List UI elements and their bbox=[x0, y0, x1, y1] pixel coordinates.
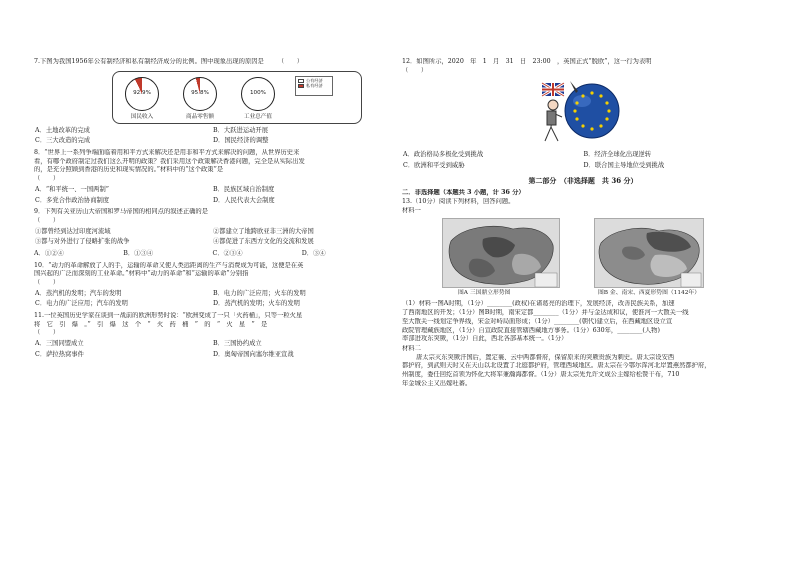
brexit-illustration bbox=[402, 77, 764, 147]
eu-flag-ball-icon bbox=[565, 81, 619, 138]
q9-options bbox=[34, 250, 391, 259]
q12-options bbox=[402, 151, 764, 170]
material-2-label: 材料二 bbox=[402, 344, 421, 352]
q10-option-d[interactable]: D．蒸汽机的发明；火车的发明 bbox=[213, 300, 300, 308]
q13-1-line-3: 至大散关一线划定争界线，宋金对峙局面形成；（1分）________(朝代)建立后，在西藏地区设立宣 bbox=[402, 317, 673, 325]
q11-answer-paren[interactable]: （ ） bbox=[34, 329, 60, 337]
q9-item-4: ④都促进了东西方文化的交流和发展 bbox=[213, 238, 314, 246]
left-column bbox=[34, 58, 391, 363]
map-a-caption: 图A 三国鼎立形势图 bbox=[458, 290, 511, 297]
q7-answer-paren[interactable]: （ ） bbox=[277, 58, 304, 65]
q10-option-b[interactable]: B．电力的广泛应用；火车的发明 bbox=[213, 289, 306, 297]
maps-row bbox=[402, 218, 764, 298]
pie-caption-3: 工业总产值 bbox=[244, 113, 272, 120]
q12-option-c[interactable]: C．欧洲和平受到威胁 bbox=[403, 162, 465, 170]
q11-option-a[interactable]: A．三国同盟成立 bbox=[35, 340, 84, 348]
q8-option-b[interactable]: B．民族区域自治制度 bbox=[213, 185, 275, 193]
q13-1-line-5: 率部进攻东突厥，（1分）自此，西北各部基本统一。（1分） bbox=[402, 335, 568, 343]
q9-answer-paren[interactable]: （ ） bbox=[34, 216, 60, 224]
q12-stem: 12．如图所示，2020 年 1 月 31 日 23:00 ，英国正式“脱欧”，这一行为表明 bbox=[402, 58, 652, 65]
man-figure-icon bbox=[545, 100, 562, 141]
q12-option-d[interactable]: D．联合国主导地位受到挑战 bbox=[583, 162, 665, 170]
material-1-label: 材料一 bbox=[402, 206, 421, 214]
q9-items bbox=[34, 228, 391, 247]
q13-1-line-4: 政院管理藏族地区，（1分）自宣政院直接管辖西藏地方事务。（1分）630年，________(人物) bbox=[402, 326, 660, 334]
q11-option-d[interactable]: D．奥匈帝国向塞尔维亚宣战 bbox=[213, 350, 294, 358]
legend-swatch-private bbox=[298, 84, 304, 88]
question-10 bbox=[34, 262, 391, 309]
right-column bbox=[402, 58, 764, 389]
pie-caption-2: 商品零售额 bbox=[186, 113, 214, 120]
question-11 bbox=[34, 312, 391, 359]
q10-answer-paren[interactable]: （ ） bbox=[34, 279, 60, 286]
q8-answer-paren[interactable]: （ ） bbox=[34, 175, 60, 183]
part-two-heading: 二．非选择题（本题共 3 小题，计 36 分） bbox=[402, 189, 525, 197]
legend-label-public: 公有经济 bbox=[306, 77, 323, 83]
q11-line-2: 将 它 引 爆 。” 引 爆 这 个 “ 火 药 桶 ” 的 “ 火 星 ” 是 bbox=[34, 320, 268, 328]
q9-item-3: ③都与对外进行了侵略扩张的战争 bbox=[35, 238, 130, 246]
m2-line-2: 都护府，到武则天时又在天山以北设置了北庭都护府，管理西域地区。唐太宗在今鄂尔浑河北岸置燕然都护府， bbox=[402, 362, 711, 370]
q8-option-d[interactable]: D．人民代表大会制度 bbox=[213, 196, 275, 204]
q12-option-a[interactable]: A．政治格局多极化受到挑战 bbox=[403, 151, 484, 159]
map-b-jin-song-xixia bbox=[594, 218, 704, 288]
question-9 bbox=[34, 208, 391, 258]
m2-line-4: 年金城公主又出嫁吐蕃。 bbox=[402, 379, 472, 387]
part-two-title: 第二部分 （非选择题 共 36 分） bbox=[528, 175, 638, 185]
map-a-graphic bbox=[443, 219, 560, 288]
pie-caption-1: 国民收入 bbox=[130, 113, 154, 120]
map-b-graphic bbox=[595, 219, 704, 288]
q8-line-1: 8．“世界上一系列争端面临着用和平方式来解决还是用非和平方式来解决的问题，从世界历史来 bbox=[34, 149, 300, 157]
pie-value-1: 92.9% bbox=[133, 89, 151, 96]
q12-option-b[interactable]: B．经济全球化出现逆转 bbox=[583, 151, 652, 159]
q10-line-1: 10．“动力的革命解放了人的手，运输的革命又使人类远距离的生产与消费成为可能，这便是在英 bbox=[34, 261, 304, 269]
q7-option-c[interactable]: C．三大改造的完成 bbox=[35, 137, 91, 145]
map-b-caption: 图B 金、南宋、西夏形势图（1142年） bbox=[598, 290, 701, 297]
q7-pie-charts bbox=[112, 71, 362, 124]
question-8 bbox=[34, 149, 391, 205]
q9-item-2: ②都建立了地跨欧亚非三洲的大帝国 bbox=[213, 227, 314, 235]
question-7 bbox=[34, 58, 391, 146]
uk-flag-icon bbox=[542, 83, 564, 96]
q9-stem: 9．下列有关亚历山大帝国和罗马帝国的相同点的叙述正确的是 bbox=[34, 208, 209, 216]
q9-option-c[interactable]: C．②③④ bbox=[212, 249, 243, 257]
q8-option-c[interactable]: C．多党合作政治协商制度 bbox=[35, 196, 110, 204]
q13-1-line-2: 了西南地区的开发；（1分）图B时期，南宋定都________（1分）并与金达成和议，使淮河一大散关一线 bbox=[402, 309, 689, 317]
q12-answer-paren[interactable]: （ ） bbox=[402, 66, 428, 74]
material-2-text bbox=[402, 354, 764, 389]
q10-options bbox=[34, 290, 391, 309]
q9-option-d[interactable]: D．③④ bbox=[301, 249, 326, 257]
q13-1-line-1: （1）材料一图A时期，（1分）________(政权)在诸葛亮的治理下，发展经济，改善民族关系，加速 bbox=[402, 300, 675, 308]
q8-options bbox=[34, 186, 391, 205]
q13-part-1 bbox=[402, 300, 764, 343]
q8-line-3: 的，是充分照顾到香港的历史和现实情况的。”材料中的“这个政策”是 bbox=[34, 166, 224, 174]
legend-swatch-public bbox=[298, 79, 304, 83]
pie-value-2: 95.8% bbox=[191, 89, 209, 96]
m2-line-3: 州制度，委任回纥首领为怀化大将军兼瀚海都督。（1分）唐太宗先允许文成公主嫁给松赞干布，710 bbox=[402, 370, 680, 378]
q9-item-1: ①都曾经到达过印度河流域 bbox=[35, 227, 111, 235]
q13-stem: 13.（10分）阅读下列材料，回答问题。 bbox=[402, 198, 515, 206]
q7-options bbox=[34, 127, 391, 146]
q9-option-a[interactable]: A．①②④ bbox=[34, 249, 64, 257]
brexit-cartoon bbox=[402, 77, 764, 147]
q10-option-c[interactable]: C．电力的广泛应用；汽车的发明 bbox=[35, 300, 128, 308]
q7-stem: 7.下图为我国1956年公有制经济和私有制经济成分的比例。图中现象出现的原因是 bbox=[34, 58, 264, 65]
q7-option-a[interactable]: A．土地改革的完成 bbox=[35, 126, 90, 134]
m2-line-1: 唐太宗灭东突厥汗国后，置定襄、云中两都督府，保留原来的突厥贵族为刺史。唐太宗设安西 bbox=[416, 353, 675, 361]
q11-option-b[interactable]: B．三国协约成立 bbox=[213, 340, 262, 348]
q9-option-b[interactable]: B．①③④ bbox=[123, 249, 154, 257]
question-12 bbox=[402, 58, 764, 171]
q10-option-a[interactable]: A．蒸汽机的发明；汽车的发明 bbox=[35, 289, 122, 297]
q11-options bbox=[34, 340, 391, 359]
q11-line-1: 11.一位英国历史学家在谈到一战前的欧洲形势时说：“欧洲变成了一只「火药桶」，只等一粒火星 bbox=[34, 312, 303, 320]
q8-option-a[interactable]: A．“和平统一、一国两制” bbox=[35, 185, 109, 193]
legend-label-private: 私有经济 bbox=[306, 83, 323, 89]
q11-option-c[interactable]: C．萨拉热窝事件 bbox=[35, 350, 84, 358]
pie-legend bbox=[295, 76, 333, 96]
q7-option-b[interactable]: B．大跃进运动开展 bbox=[213, 126, 269, 134]
q7-option-d[interactable]: D．国民经济的调整 bbox=[213, 137, 269, 145]
map-a-three-kingdoms bbox=[442, 218, 560, 288]
q8-line-2: 看，有哪个政府制定过我们这么开明的政策？我们采用这个政策解决香港问题，完全是从实际出发 bbox=[34, 157, 305, 165]
pie-value-3: 100% bbox=[250, 89, 266, 96]
q10-line-2: 国兴起的广泛而深刻的工业革命。”材料中“动力的革命”和“运输的革命”分别指 bbox=[34, 270, 249, 278]
